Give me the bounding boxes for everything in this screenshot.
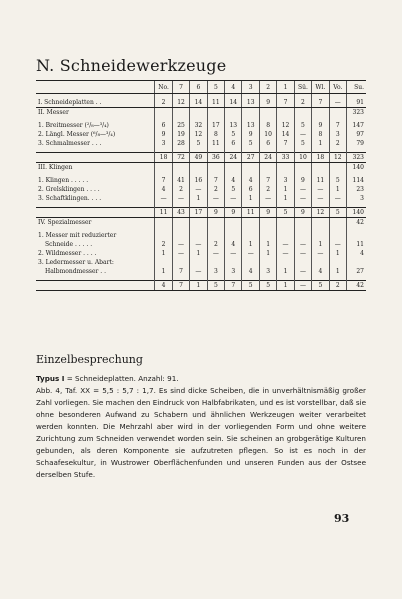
value-cell: — bbox=[225, 249, 242, 258]
tools-count-table bbox=[36, 80, 366, 291]
table-row bbox=[36, 267, 366, 276]
value-cell bbox=[225, 258, 242, 267]
header-cell: Vo. bbox=[329, 81, 346, 94]
value-cell: 114 bbox=[347, 176, 366, 185]
value-cell bbox=[225, 218, 242, 228]
value-cell bbox=[225, 108, 242, 118]
value-cell: 147 bbox=[347, 121, 366, 130]
header-cell: 2 bbox=[259, 81, 276, 94]
value-cell: 3 bbox=[155, 139, 172, 148]
row-label bbox=[36, 208, 155, 218]
table-row bbox=[36, 185, 366, 194]
value-cell: 9 bbox=[294, 208, 311, 218]
value-cell: 8 bbox=[259, 121, 276, 130]
value-cell bbox=[207, 231, 224, 240]
value-cell bbox=[277, 258, 294, 267]
row-label: 3. Schmalmesser . . . bbox=[38, 140, 102, 147]
header-cell: 1 bbox=[277, 81, 294, 94]
value-cell: 36 bbox=[207, 153, 224, 163]
value-cell: — bbox=[294, 249, 311, 258]
header-cell: 7 bbox=[172, 81, 189, 94]
value-cell bbox=[190, 108, 207, 118]
row-label: Halbmondmesser . . bbox=[45, 268, 107, 275]
value-cell: 5 bbox=[242, 139, 259, 148]
value-cell bbox=[294, 231, 311, 240]
value-cell: 7 bbox=[259, 176, 276, 185]
value-cell: 12 bbox=[172, 98, 189, 108]
value-cell: 10 bbox=[294, 153, 311, 163]
value-cell: 14 bbox=[225, 98, 242, 108]
table-row bbox=[36, 108, 366, 118]
value-cell: 1 bbox=[312, 240, 329, 249]
value-cell: 7 bbox=[312, 98, 329, 108]
value-cell bbox=[155, 231, 172, 240]
value-cell bbox=[312, 163, 329, 173]
table-row bbox=[36, 176, 366, 185]
value-cell: 4 bbox=[242, 267, 259, 276]
value-cell: — bbox=[190, 185, 207, 194]
value-cell: 7 bbox=[277, 98, 294, 108]
value-cell bbox=[242, 258, 259, 267]
value-cell: 3 bbox=[347, 194, 366, 203]
value-cell bbox=[207, 163, 224, 173]
value-cell: 323 bbox=[347, 108, 366, 118]
value-cell: 8 bbox=[312, 130, 329, 139]
value-cell: 2 bbox=[329, 139, 346, 148]
value-cell: 5 bbox=[259, 281, 276, 291]
value-cell bbox=[312, 108, 329, 118]
value-cell bbox=[190, 163, 207, 173]
row-label: 1. Klingen . . . . . bbox=[38, 177, 89, 184]
row-label: 1. Messer mit reduzierter bbox=[38, 232, 117, 239]
value-cell: — bbox=[242, 249, 259, 258]
value-cell: — bbox=[172, 240, 189, 249]
value-cell bbox=[277, 163, 294, 173]
value-cell bbox=[172, 163, 189, 173]
value-cell bbox=[294, 108, 311, 118]
table-row bbox=[36, 281, 366, 291]
value-cell: 3 bbox=[277, 176, 294, 185]
table-row bbox=[36, 98, 366, 108]
value-cell bbox=[207, 258, 224, 267]
value-cell: 12 bbox=[329, 153, 346, 163]
value-cell bbox=[312, 231, 329, 240]
value-cell: — bbox=[155, 194, 172, 203]
subsection-heading: Einzelbesprechung bbox=[36, 353, 143, 366]
value-cell: — bbox=[190, 240, 207, 249]
value-cell: 13 bbox=[242, 121, 259, 130]
value-cell: 2 bbox=[207, 240, 224, 249]
row-label bbox=[36, 281, 155, 291]
value-cell: 6 bbox=[155, 121, 172, 130]
value-cell bbox=[312, 258, 329, 267]
value-cell: 3 bbox=[207, 267, 224, 276]
value-cell: 27 bbox=[242, 153, 259, 163]
table-row bbox=[36, 249, 366, 258]
value-cell: 1 bbox=[277, 281, 294, 291]
value-cell: 1 bbox=[329, 185, 346, 194]
value-cell bbox=[294, 258, 311, 267]
value-cell: — bbox=[294, 185, 311, 194]
value-cell bbox=[259, 218, 276, 228]
value-cell: 1 bbox=[312, 139, 329, 148]
value-cell: 9 bbox=[294, 176, 311, 185]
value-cell: 4 bbox=[225, 176, 242, 185]
value-cell: 11 bbox=[155, 208, 172, 218]
value-cell: 10 bbox=[259, 130, 276, 139]
value-cell bbox=[242, 108, 259, 118]
value-cell: 7 bbox=[277, 139, 294, 148]
value-cell: 4 bbox=[347, 249, 366, 258]
value-cell: 11 bbox=[207, 98, 224, 108]
value-cell: 3 bbox=[329, 130, 346, 139]
type-line bbox=[36, 373, 366, 385]
value-cell: 11 bbox=[242, 208, 259, 218]
value-cell: 1 bbox=[329, 249, 346, 258]
value-cell: 9 bbox=[259, 208, 276, 218]
table-row bbox=[36, 139, 366, 148]
value-cell: 1 bbox=[277, 267, 294, 276]
value-cell: 1 bbox=[242, 194, 259, 203]
value-cell bbox=[155, 218, 172, 228]
value-cell: 3 bbox=[259, 267, 276, 276]
value-cell: 28 bbox=[172, 139, 189, 148]
value-cell bbox=[207, 218, 224, 228]
value-cell: 7 bbox=[329, 121, 346, 130]
value-cell bbox=[172, 108, 189, 118]
value-cell: 17 bbox=[207, 121, 224, 130]
value-cell: 7 bbox=[172, 281, 189, 291]
value-cell bbox=[312, 218, 329, 228]
value-cell: 6 bbox=[259, 139, 276, 148]
value-cell: — bbox=[225, 194, 242, 203]
value-cell: 42 bbox=[347, 281, 366, 291]
value-cell: — bbox=[312, 185, 329, 194]
value-cell: 9 bbox=[312, 121, 329, 130]
value-cell: 33 bbox=[277, 153, 294, 163]
value-cell: 9 bbox=[207, 208, 224, 218]
value-cell bbox=[329, 231, 346, 240]
value-cell: — bbox=[172, 249, 189, 258]
value-cell: — bbox=[329, 194, 346, 203]
value-cell: 5 bbox=[294, 139, 311, 148]
body-text bbox=[36, 373, 366, 481]
value-cell: 11 bbox=[207, 139, 224, 148]
value-cell: 97 bbox=[347, 130, 366, 139]
value-cell bbox=[155, 108, 172, 118]
value-cell: 5 bbox=[242, 281, 259, 291]
value-cell: 1 bbox=[190, 249, 207, 258]
section-title: N. Schneidewerkzeuge bbox=[36, 56, 227, 75]
value-cell: 24 bbox=[259, 153, 276, 163]
table-row bbox=[36, 130, 366, 139]
table-header-row bbox=[36, 81, 366, 94]
value-cell: 32 bbox=[190, 121, 207, 130]
value-cell bbox=[190, 258, 207, 267]
table-row bbox=[36, 163, 366, 173]
table-row bbox=[36, 121, 366, 130]
value-cell bbox=[259, 163, 276, 173]
value-cell: 5 bbox=[329, 176, 346, 185]
value-cell: — bbox=[294, 240, 311, 249]
value-cell: 4 bbox=[225, 240, 242, 249]
value-cell: — bbox=[207, 249, 224, 258]
value-cell: 3 bbox=[225, 267, 242, 276]
value-cell bbox=[277, 108, 294, 118]
value-cell bbox=[329, 108, 346, 118]
row-label bbox=[36, 153, 155, 163]
value-cell: 1 bbox=[329, 267, 346, 276]
value-cell bbox=[347, 231, 366, 240]
table-row bbox=[36, 153, 366, 163]
value-cell: 323 bbox=[347, 153, 366, 163]
row-label: I. Schneideplatten . . bbox=[36, 98, 155, 108]
value-cell bbox=[259, 258, 276, 267]
value-cell: 1 bbox=[242, 240, 259, 249]
value-cell: 6 bbox=[225, 139, 242, 148]
value-cell bbox=[242, 231, 259, 240]
value-cell: — bbox=[277, 249, 294, 258]
value-cell: 2 bbox=[294, 98, 311, 108]
table-row bbox=[36, 208, 366, 218]
table-row bbox=[36, 240, 366, 249]
value-cell: 13 bbox=[242, 98, 259, 108]
value-cell bbox=[242, 218, 259, 228]
value-cell bbox=[277, 231, 294, 240]
value-cell bbox=[225, 231, 242, 240]
value-cell: 1 bbox=[259, 240, 276, 249]
value-cell: 49 bbox=[190, 153, 207, 163]
value-cell: 2 bbox=[329, 281, 346, 291]
value-cell: 2 bbox=[155, 240, 172, 249]
value-cell: — bbox=[294, 267, 311, 276]
value-cell: 9 bbox=[155, 130, 172, 139]
row-label: II. Messer bbox=[38, 109, 69, 116]
value-cell: 17 bbox=[190, 208, 207, 218]
value-cell: — bbox=[207, 194, 224, 203]
value-cell: 5 bbox=[277, 208, 294, 218]
row-label: 1. Breitmesser (²/₈—³/₄) bbox=[38, 122, 109, 129]
value-cell bbox=[259, 108, 276, 118]
type-description: = Schneideplatten. Anzahl: 91. bbox=[64, 374, 179, 383]
value-cell: 140 bbox=[347, 163, 366, 173]
value-cell: 1 bbox=[155, 249, 172, 258]
value-cell: 1 bbox=[190, 281, 207, 291]
value-cell: — bbox=[294, 281, 311, 291]
value-cell: 7 bbox=[207, 176, 224, 185]
value-cell: 5 bbox=[312, 281, 329, 291]
value-cell: 2 bbox=[172, 185, 189, 194]
value-cell: 1 bbox=[277, 185, 294, 194]
value-cell: 14 bbox=[190, 98, 207, 108]
value-cell: 5 bbox=[225, 130, 242, 139]
value-cell bbox=[329, 218, 346, 228]
header-cell: 3 bbox=[242, 81, 259, 94]
value-cell: 9 bbox=[259, 98, 276, 108]
value-cell bbox=[172, 218, 189, 228]
row-label: IV. Spezialmesser bbox=[38, 219, 92, 226]
value-cell: 9 bbox=[242, 130, 259, 139]
value-cell: — bbox=[277, 240, 294, 249]
value-cell: 5 bbox=[190, 139, 207, 148]
value-cell: 18 bbox=[312, 153, 329, 163]
value-cell: 42 bbox=[347, 218, 366, 228]
value-cell: 24 bbox=[225, 153, 242, 163]
value-cell: 5 bbox=[329, 208, 346, 218]
value-cell: 5 bbox=[207, 281, 224, 291]
value-cell bbox=[172, 258, 189, 267]
value-cell bbox=[172, 231, 189, 240]
table-row bbox=[36, 258, 366, 267]
value-cell: — bbox=[312, 194, 329, 203]
value-cell: 12 bbox=[312, 208, 329, 218]
value-cell: 140 bbox=[347, 208, 366, 218]
row-label: III. Klingen bbox=[38, 164, 73, 171]
value-cell: 13 bbox=[225, 121, 242, 130]
value-cell: — bbox=[294, 194, 311, 203]
page-number: 93 bbox=[334, 512, 350, 525]
value-cell: 5 bbox=[225, 185, 242, 194]
value-cell: 1 bbox=[190, 194, 207, 203]
value-cell: — bbox=[312, 249, 329, 258]
value-cell: 12 bbox=[277, 121, 294, 130]
value-cell: 91 bbox=[347, 98, 366, 108]
header-cell: Su. bbox=[347, 81, 366, 94]
value-cell: 6 bbox=[242, 185, 259, 194]
type-label: Typus I bbox=[36, 374, 65, 383]
value-cell: 2 bbox=[259, 185, 276, 194]
value-cell: 4 bbox=[242, 176, 259, 185]
header-cell: 5 bbox=[207, 81, 224, 94]
value-cell: — bbox=[190, 267, 207, 276]
header-cell: No. bbox=[155, 81, 172, 94]
row-label: 2. Wildmesser . . . . bbox=[38, 250, 97, 257]
value-cell: 7 bbox=[225, 281, 242, 291]
body-paragraph: Abb. 4, Taf. XX = 5,5 : 5,7 : 1,7. Es sind dicke Scheiben, die in unverhältnismäßig großer Zahl vorliegen. Sie machen den Eindruck von Halbfabrikaten, und es ist vorstellbar, daß sie ohne besonderen Aufwand zu Schabern und ähnlichen Werkzeugen weiter verarbeitet werden konnten. Die Mehrzahl aber wird in der vorliegenden Form und ohne weitere Zurichtung zum Schneiden verwendet worden sein. Sie scheinen an grobgerätige Kulturen gebunden, als deren Komponente sie aufzutreten pflegen. So ist es noch in der Schaafesekultur, in Wustrower Oberflächenfunden und unseren Funden aus der Ostsee derselben Stufe. bbox=[36, 386, 366, 479]
value-cell: 2 bbox=[207, 185, 224, 194]
value-cell: 1 bbox=[259, 249, 276, 258]
value-cell bbox=[207, 108, 224, 118]
table-row bbox=[36, 231, 366, 240]
value-cell: — bbox=[259, 194, 276, 203]
value-cell bbox=[242, 163, 259, 173]
header-cell: 4 bbox=[225, 81, 242, 94]
value-cell: 79 bbox=[347, 139, 366, 148]
value-cell: — bbox=[172, 194, 189, 203]
value-cell: 43 bbox=[172, 208, 189, 218]
value-cell: 9 bbox=[225, 208, 242, 218]
value-cell bbox=[294, 163, 311, 173]
value-cell: 4 bbox=[155, 185, 172, 194]
table-row bbox=[36, 218, 366, 228]
value-cell: 5 bbox=[294, 121, 311, 130]
value-cell: 16 bbox=[190, 176, 207, 185]
row-label: 2. Grelsklingen . . . . bbox=[38, 186, 100, 193]
value-cell: 18 bbox=[155, 153, 172, 163]
value-cell bbox=[329, 163, 346, 173]
value-cell: 41 bbox=[172, 176, 189, 185]
value-cell: 7 bbox=[172, 267, 189, 276]
value-cell bbox=[225, 163, 242, 173]
value-cell: 1 bbox=[277, 194, 294, 203]
value-cell bbox=[190, 218, 207, 228]
value-cell: 72 bbox=[172, 153, 189, 163]
value-cell: 12 bbox=[190, 130, 207, 139]
value-cell: — bbox=[294, 130, 311, 139]
table-body bbox=[36, 81, 366, 291]
value-cell: 7 bbox=[155, 176, 172, 185]
value-cell: 23 bbox=[347, 185, 366, 194]
value-cell: 1 bbox=[155, 267, 172, 276]
value-cell: 25 bbox=[172, 121, 189, 130]
value-cell bbox=[155, 163, 172, 173]
value-cell: 2 bbox=[155, 98, 172, 108]
value-cell: 11 bbox=[312, 176, 329, 185]
value-cell: 4 bbox=[155, 281, 172, 291]
value-cell: 14 bbox=[277, 130, 294, 139]
header-cell: 6 bbox=[190, 81, 207, 94]
value-cell bbox=[190, 231, 207, 240]
value-cell: — bbox=[329, 98, 346, 108]
value-cell bbox=[259, 231, 276, 240]
value-cell bbox=[155, 258, 172, 267]
value-cell bbox=[277, 218, 294, 228]
value-cell: — bbox=[329, 240, 346, 249]
value-cell: 27 bbox=[347, 267, 366, 276]
value-cell: 11 bbox=[347, 240, 366, 249]
value-cell: 4 bbox=[312, 267, 329, 276]
value-cell: 19 bbox=[172, 130, 189, 139]
value-cell: 8 bbox=[207, 130, 224, 139]
row-label: 3. Schaftklingen. . . . bbox=[38, 195, 102, 202]
value-cell bbox=[294, 218, 311, 228]
header-cell: Sü. bbox=[294, 81, 311, 94]
row-label: 2. Längl. Messer (⁶/₈—³/₄) bbox=[38, 131, 116, 138]
value-cell bbox=[329, 258, 346, 267]
table-row bbox=[36, 194, 366, 203]
header-cell bbox=[36, 81, 155, 94]
header-cell: Wl. bbox=[312, 81, 329, 94]
row-label: 3. Ledermesser u. Abart: bbox=[38, 259, 114, 266]
row-label: Schneide . . . . . bbox=[45, 241, 93, 248]
value-cell bbox=[347, 258, 366, 267]
